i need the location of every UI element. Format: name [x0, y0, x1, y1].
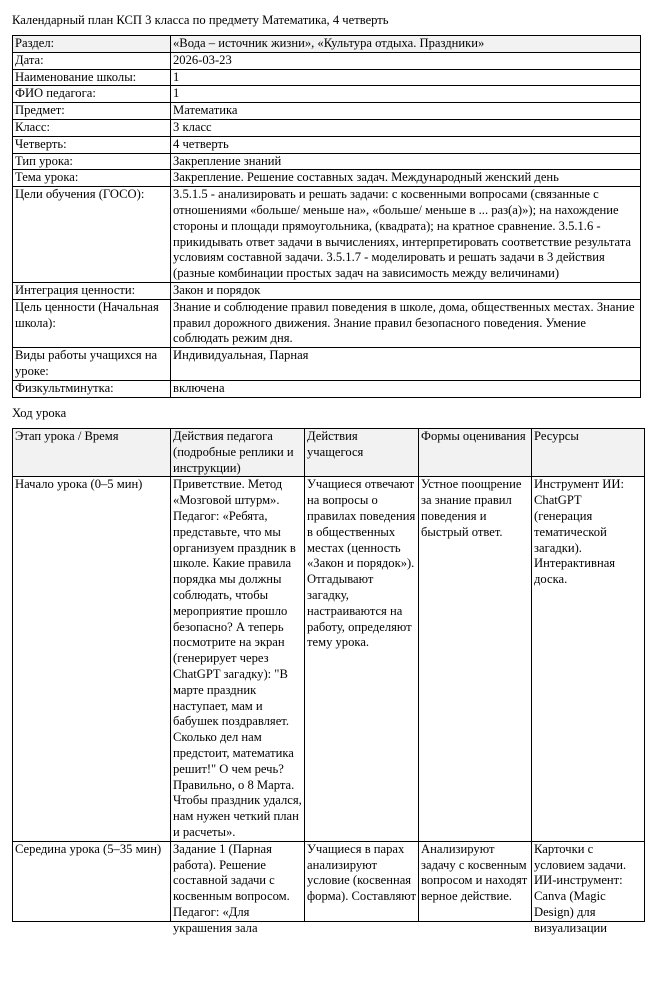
header-teacher: Действия педагога (подробные реплики и инструкции) — [171, 429, 305, 477]
stage-text: Середина урока (5–35 мин) — [15, 841, 162, 856]
header-resources: Ресурсы — [532, 429, 645, 477]
stage-cell: Начало урока (0–5 мин) — [13, 477, 171, 841]
assessment-text: Анализируют задачу с косвенным вопросом и находят верное действие. — [421, 841, 528, 904]
info-value: Закрепление. Решение составных задач. Международный женский день — [171, 170, 641, 187]
info-label: Цель ценности (Начальная школа): — [13, 299, 171, 347]
header-student: Действия учащегося — [305, 429, 419, 477]
info-value: 1 — [171, 86, 641, 103]
info-row — [13, 282, 641, 299]
info-value: «Вода – источник жизни», «Культура отдыха. Праздники» — [171, 36, 641, 53]
info-value: 2026-03-23 — [171, 52, 641, 69]
info-label: ФИО педагога: — [13, 86, 171, 103]
info-label: Предмет: — [13, 103, 171, 120]
info-row — [13, 380, 641, 397]
info-row — [13, 69, 641, 86]
info-label: Четверть: — [13, 136, 171, 153]
info-label: Класс: — [13, 119, 171, 136]
info-row — [13, 86, 641, 103]
student-text: Учащиеся в парах анализируют условие (косвенная форма). Составляют — [307, 841, 416, 904]
resources-cell — [532, 841, 645, 935]
info-value: Математика — [171, 103, 641, 120]
info-label: Дата: — [13, 52, 171, 69]
teacher-text: Задание 1 (Парная работа). Решение составной задачи с косвенным вопросом. Педагог: «Для украшения зала — [173, 841, 290, 935]
info-label: Физкультминутка: — [13, 380, 171, 397]
page-title: Календарный план КСП 3 класса по предмету Математика, 4 четверть — [12, 13, 389, 27]
stage-cell — [13, 841, 171, 921]
info-row — [13, 36, 641, 53]
lesson-flow-label: Ход урока — [12, 406, 67, 420]
table-row — [13, 477, 645, 841]
plan-header-row — [13, 429, 645, 477]
info-row — [13, 52, 641, 69]
info-row — [13, 187, 641, 283]
assessment-cell: Устное поощрение за знание правил поведения и быстрый ответ. — [419, 477, 532, 841]
info-value: 3 класс — [171, 119, 641, 136]
header-assessment: Формы оценивания — [419, 429, 532, 477]
info-value: 4 четверть — [171, 136, 641, 153]
info-value: 1 — [171, 69, 641, 86]
info-row — [13, 103, 641, 120]
info-label: Тема урока: — [13, 170, 171, 187]
resources-cell: Инструмент ИИ: ChatGPT (генерация тематической загадки). Интерактивная доска. — [532, 477, 645, 841]
info-value: Знание и соблюдение правил поведения в школе, дома, общественных местах. Знание правил дорожного движения. Знание правил безопасного поведения. Умение соблюдать режим дня. — [171, 299, 641, 347]
info-value: Закрепление знаний — [171, 153, 641, 170]
info-label: Раздел: — [13, 36, 171, 53]
info-value: включена — [171, 380, 641, 397]
info-row — [13, 136, 641, 153]
info-row — [13, 153, 641, 170]
student-cell: Учащиеся отвечают на вопросы о правилах поведения в общественных местах (ценность «Закон и порядок»). Отгадывают загадку, настраиваются на работу, определяют тему урока. — [305, 477, 419, 841]
info-value: Закон и порядок — [171, 282, 641, 299]
lesson-plan-table — [12, 428, 645, 935]
info-value: 3.5.1.5 - анализировать и решать задачи: с косвенными вопросами (связанные с отношениями «больше/ меньше на», «больше/ меньше в ... раз(а)»); на нахождение стороны и площади прямоугольника, (квадрата); на кратное сравнение. 3.5.1.6 - прикидывать ответ задачи в вычислениях, интерпретировать соответствие результата условиям составной задачи. 3.5.1.7 - моделировать и решать задачи в 3 действия (разные комбинации простых задач на зависимость между величинами) — [171, 187, 641, 283]
table-row — [13, 841, 645, 921]
info-row — [13, 119, 641, 136]
resources-text: Карточки с условием задачи. ИИ-инструмент: Canva (Magic Design) для визуализации — [534, 841, 627, 935]
info-label: Тип урока: — [13, 153, 171, 170]
header-stage: Этап урока / Время — [13, 429, 171, 477]
info-value: Индивидуальная, Парная — [171, 348, 641, 381]
info-label: Интеграция ценности: — [13, 282, 171, 299]
teacher-cell — [171, 841, 305, 935]
info-label: Цели обучения (ГОСО): — [13, 187, 171, 283]
lesson-info-table — [12, 35, 641, 398]
student-cell — [305, 841, 419, 921]
teacher-cell: Приветствие. Метод «Мозговой штурм». Педагог: «Ребята, представьте, что мы организуем праздник в школе. Какие правила порядка мы должны соблюдать, чтобы мероприятие прошло безопасно? А теперь посмотрите на экран (генерирует через ChatGPT загадку): "В марте праздник наступает, мам и бабушек поздравляет. Сколько дел нам предстоит, математика решит!" О чем речь? Правильно, о 8 Марта. Чтобы праздник удался, нам нужен четкий план и расчеты». — [171, 477, 305, 841]
info-label: Наименование школы: — [13, 69, 171, 86]
info-row — [13, 348, 641, 381]
info-row — [13, 170, 641, 187]
assessment-cell — [419, 841, 532, 921]
info-row — [13, 299, 641, 347]
info-label: Виды работы учащихся на уроке: — [13, 348, 171, 381]
